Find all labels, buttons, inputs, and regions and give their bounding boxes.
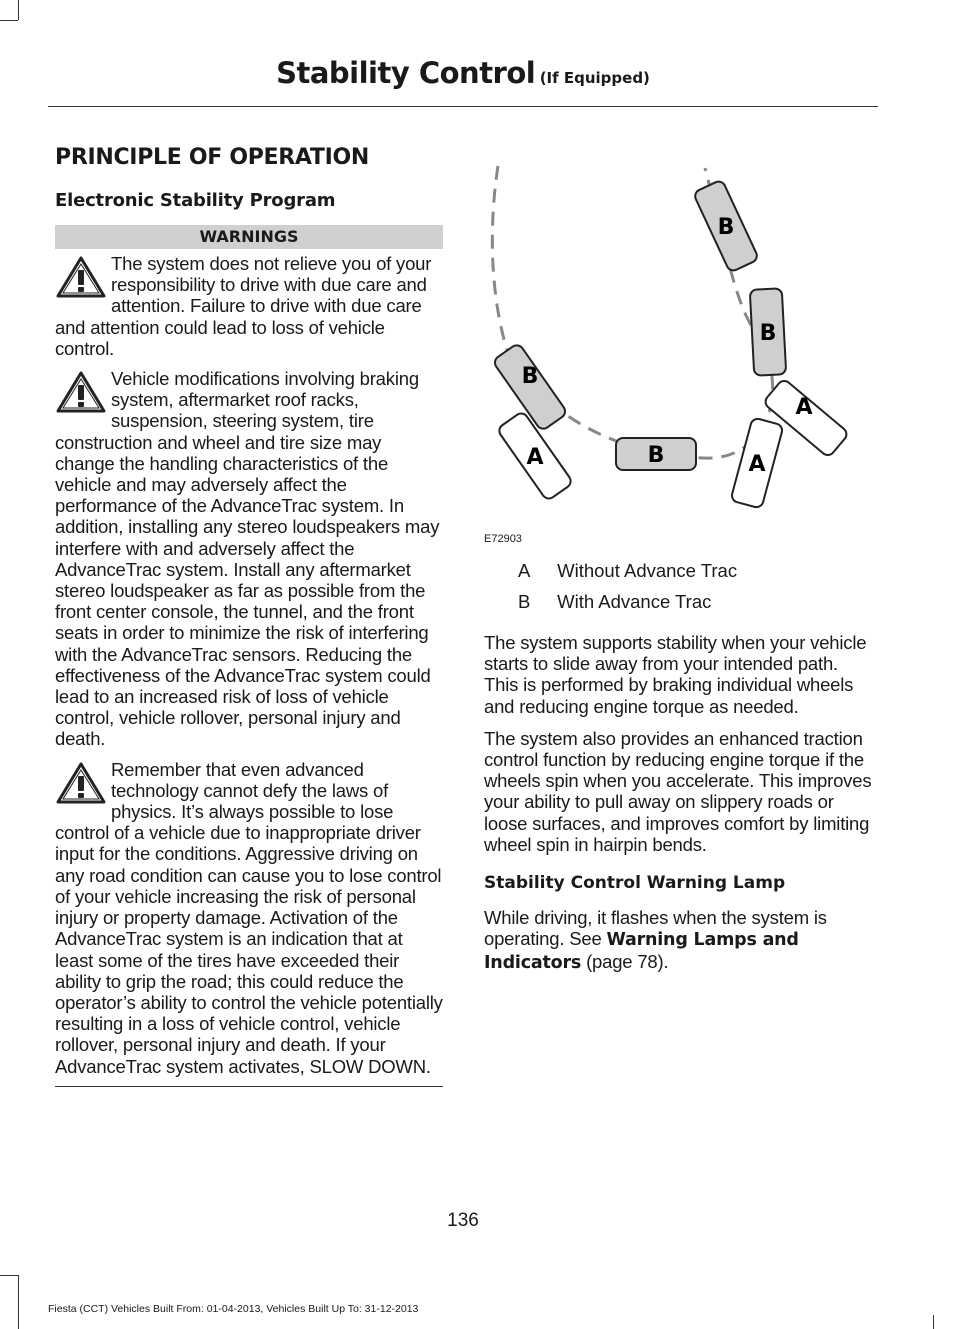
subsection-heading: Electronic Stability Program: [55, 190, 336, 211]
crop-mark: [0, 20, 18, 21]
warning-text: Vehicle modifications involving braking system, aftermarket roof racks, suspension, steering system, tire construction and wheel and tire size may change the handling characteristics of the vehicle and may adversely affect the performance of the AdvanceTrac system. In addition, installing any stereo loudspeakers may interfere with and adversely affect the AdvanceTrac system. Install any aftermarket stereo loudspeaker as far as possible from the front center console, the tunnel, and the front seats in order to minimize the risk of interfering with the AdvanceTrac sensors. Reducing the effectiveness of the AdvanceTrac system could lead to an increased risk of loss of vehicle control, vehicle rollover, personal injury and death.: [55, 368, 440, 750]
legend-row: [484, 560, 876, 591]
warning-text: The system does not relieve you of your responsibility to drive with due care and attention. Failure to drive with due care and attention could lead to loss of vehicle control.: [55, 253, 432, 359]
legend-text: Without Advance Trac: [557, 560, 738, 581]
page-title: Stability Control: [276, 56, 536, 90]
warning-item: [55, 759, 443, 1077]
crop-mark: [18, 1275, 19, 1329]
warnings-end-rule: [55, 1086, 443, 1087]
warning-text: Remember that even advanced technology cannot defy the laws of physics. It’s always possible to lose control of a vehicle due to inappropriate driver input for the conditions. Aggressive driving on any road condition can cause you to lose control of your vehicle increasing the risk of personal injury or property damage. Activation of the AdvanceTrac system is an indication that at least some of the tires have exceeded their ability to grip the road; this could reduce the operator’s ability to control the vehicle potentially resulting in a loss of vehicle control, vehicle rollover, personal injury and death. If your AdvanceTrac system activates, SLOW DOWN.: [55, 758, 443, 1077]
body-paragraph: The system also provides an enhanced traction control function by reducing engine torque if the wheels spin when you accelerate. This improves your ability to pull away on slippery roads or loose surfaces, and improves comfort by limiting wheel spin in hairpin bends.: [484, 727, 872, 855]
car-a-left-label: A: [526, 445, 544, 470]
page-number: 136: [447, 1210, 479, 1231]
stability-diagram-svg: [484, 160, 876, 530]
lamp-paragraph: [484, 907, 876, 975]
crop-mark: [933, 1315, 934, 1329]
car-a-right-label: A: [795, 395, 813, 420]
warning-item: [55, 368, 443, 750]
car-b-right: [750, 288, 786, 376]
left-column: [55, 145, 443, 1087]
path-without-advancetrac: [492, 166, 514, 370]
warnings-bar: WARNINGS: [55, 225, 443, 249]
warning-triangle-icon: [55, 761, 107, 805]
warning-triangle-icon: [55, 370, 107, 414]
car-b-top-label: B: [717, 215, 735, 240]
crop-mark: [18, 0, 19, 20]
lamp-page-ref: (page 78).: [581, 951, 669, 973]
car-b-bottom: [616, 438, 696, 470]
warning-item: [55, 253, 443, 359]
legend-row: [484, 591, 876, 622]
car-b-left: [492, 340, 571, 431]
legend-key: A: [518, 560, 531, 581]
car-a-bottom-label: A: [748, 452, 766, 477]
section-heading: PRINCIPLE OF OPERATION: [55, 145, 370, 170]
page-header: [48, 56, 878, 107]
car-b-left-label: B: [521, 364, 539, 389]
legend-key: B: [518, 591, 531, 612]
figure-legend: [484, 560, 876, 622]
right-column: [484, 160, 876, 986]
legend-text: With Advance Trac: [557, 591, 712, 612]
lamp-heading: Stability Control Warning Lamp: [484, 873, 786, 894]
figure-id: E72903: [484, 533, 522, 545]
footer-text: Fiesta (CCT) Vehicles Built From: 01-04-2013, Vehicles Built Up To: 31-12-2013: [48, 1303, 419, 1315]
lamp-text: While driving, it flashes when the system is operating. See: [484, 907, 827, 950]
car-b-right-label: B: [759, 321, 777, 346]
cross-reference-link[interactable]: Warning Lamps and Indicators: [484, 930, 799, 974]
page-subtitle: (If Equipped): [539, 69, 650, 87]
car-a-left: [497, 411, 574, 501]
warning-triangle-icon: [55, 255, 107, 299]
car-a-bottom: [730, 417, 783, 508]
stability-diagram: [484, 160, 876, 545]
crop-mark: [0, 1275, 18, 1276]
car-b-top: [693, 179, 759, 272]
body-paragraph: The system supports stability when your vehicle starts to slide away from your intended path. This is performed by braking individual wheels and reducing engine torque as needed.: [484, 632, 867, 717]
car-b-bottom-label: B: [647, 443, 665, 468]
